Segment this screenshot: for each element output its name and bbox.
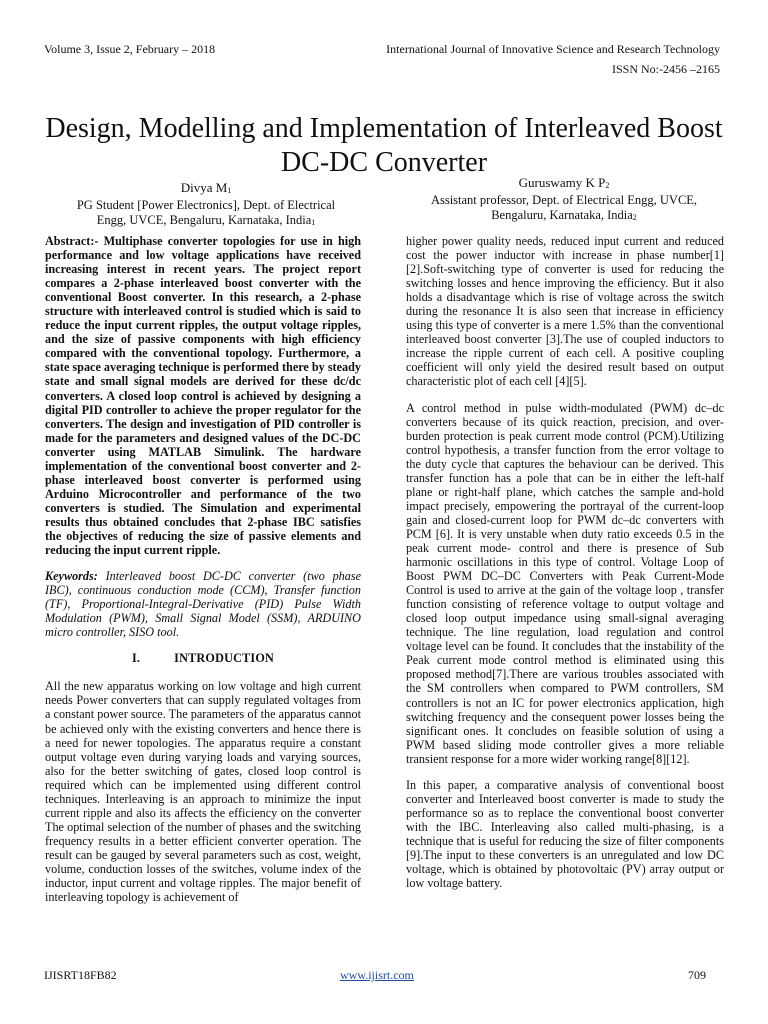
keywords-label: Keywords: <box>45 569 98 584</box>
header-journal-name: International Journal of Innovative Science and Research Technology <box>386 42 720 56</box>
footer-page-number: 709 <box>688 968 706 982</box>
introduction-paragraph: All the new apparatus working on low voltage and high current needs Power converters that can supply regulated voltages from a constant power source. The parameters of the apparatus cannot be achieved only with the existing converters and hence there is a need for newer topologies. The apparatus require a constant output voltage even during varying loads and varying sources, also for the better switching of gates, closed loop control is required which can be implemented using different control techniques. Interleaving is an approach to minimize the input current ripple and also its affects the efficiency on the converter The optimal selection of the number of phases and the switching frequency results in a better efficient converter operation. The result can be gauged by several parameters such as cost, weight, volume, conduction losses of the switches, volume index of the inductor, input current and voltage ripples. The major benefit of interleaving topology is achievement of <box>45 679 361 905</box>
author-1-name: Divya $M_1$ <box>180 180 232 195</box>
header-volume: Volume 3, Issue 2, February – 2018 <box>44 42 216 56</box>
author-2-name: Guruswamy K $P_2$ <box>518 175 610 190</box>
footer-website-link[interactable]: www.ijisrt.com <box>340 968 414 982</box>
author-2-affiliation-line2: Bengaluru, Karnataka, India$_2$ <box>491 208 637 222</box>
keywords-text: Interleaved boost DC-DC converter (two phase IBC), continuous conduction mode (CCM), Transfer function (TF), Proportional-Integral-Derivative (PID) Pulse Width Modulation (PWM), Small Signal Model (SSM), ARDUINO micro controller, SISO tool. <box>45 569 361 640</box>
keywords <box>45 569 361 639</box>
header-issn: ISSN No:-2456 –2165 <box>611 62 720 76</box>
section-heading-introduction <box>45 651 361 665</box>
body-paragraph-1: higher power quality needs, reduced input current and reduced cost the power inductor with increase in phase number[1][2].Soft-switching type of converter is used for reducing the switching losses and hence improving the efficiency. But it also holds a disadvantage which is rise of voltage across the switch during the resonance It is also seen that increase in efficiency using this type of converter is a mere 1.5% than the conventional interleaved boost converter [3].The use of coupled inductors to increase the ripple current of each cell. A positive coupling coefficient will only yield the desired result based on output characteristic plot of each cell [4][5]. <box>406 234 724 389</box>
abstract: Abstract:- Multiphase converter topologies for use in high performance and low voltage applications have received increasing interest in recent years. The project report compares a 2-phase interleaved boost converter with the conventional Boost converter. In this research, a 2-phase structure with interleaved control is studied which is said to reduce the input current ripples, the output voltage ripples, and the size of passive components with high efficiency compared with the conventional topology. Furthermore, a state space averaging technique is performed there by steady state and small signal models are derived for these dc/dc converters. A closed loop control is achieved by designing a digital PID controller to achieve the proper regulator for the converters. The design and investigation of PID controller is made for the parameters and designed values of the DC-DC converter using MATLAB Simulink. The hardware implementation of the conventional boost converter and 2-phase interleaved boost converter is performed using Arduino Microcontroller and performance of the two converters is studied. The Simulation and experimental results thus obtained concludes that 2-phase IBC satisfies the objectives of reducing the size of passive elements and reducing the input current ripple. <box>45 234 361 558</box>
section-title: INTRODUCTION <box>174 651 275 666</box>
paper-title: Design, Modelling and Implementation of Interleaved Boost DC-DC Converter <box>45 112 723 178</box>
author-2-affiliation-line1: Assistant professor, Dept. of Electrical Engg, UVCE, <box>430 192 698 207</box>
author-1-affiliation-line1: PG Student [Power Electronics], Dept. of Electrical <box>76 197 336 212</box>
left-column <box>45 234 361 916</box>
footer-paper-code: IJISRT18FB82 <box>44 968 117 982</box>
author-2-block <box>410 175 718 225</box>
body-paragraph-2: A control method in pulse width-modulated (PWM) dc–dc converters because of its quick reaction, precision, and over-burden protection is peak current mode control (PCM).Utilizing control hypothesis, a transfer function from the error voltage to the duty cycle that captures the behaviour can be derived. This transfer function has a pole that can be in either the left-half plane or right-half plane, which catches the sample and-hold impact precisely, empowering the portrayal of the current-loop gain and closed-current loop for PWM dc–dc converters with PCM [6]. It is very unstable when duty ratio exceeds 0.5 in the peak current mode- control and there is presence of Sub harmonic oscillations in this type of control. Voltage Loop of Boost PWM DC–DC Converters with Peak Current-Mode Control is used to arrive at the gain of the voltage loop , transfer function consisting of reference voltage to output voltage and closed loop output impedance using small-signal averaging technique. The line regulation, load regulation and control voltage level can be found. It concludes that the instability of the Peak current mode control method is eliminated using this proposed method[7].There are various troubles associated with the SM controllers when compared to PWM controllers, SM controllers is not an IC for power electronics application, high switching frequency and the consequent power losses being the significant ones. It concludes on feasible solution of using a PWM based sliding mode controller gives a more reliable transient response for a more wider working range[8][12]. <box>406 400 724 766</box>
section-number: I. <box>131 651 141 666</box>
body-paragraph-3: In this paper, a comparative analysis of conventional boost converter and Interleaved boost converter is made to study the performance so as to replace the conventional boost converter with the IBC. Interleaving also called multi-phasing, is a technique that is useful for reducing the size of filter components [9].The input to these converters is an unregulated and low DC voltage, which is obtained by photovoltaic (PV) array output or low voltage battery. <box>406 777 724 891</box>
author-1-block <box>60 180 352 230</box>
right-column <box>406 234 724 902</box>
author-1-affiliation-line2: Engg, UVCE, Bengaluru, Karnataka, India$_1$ <box>96 213 316 227</box>
